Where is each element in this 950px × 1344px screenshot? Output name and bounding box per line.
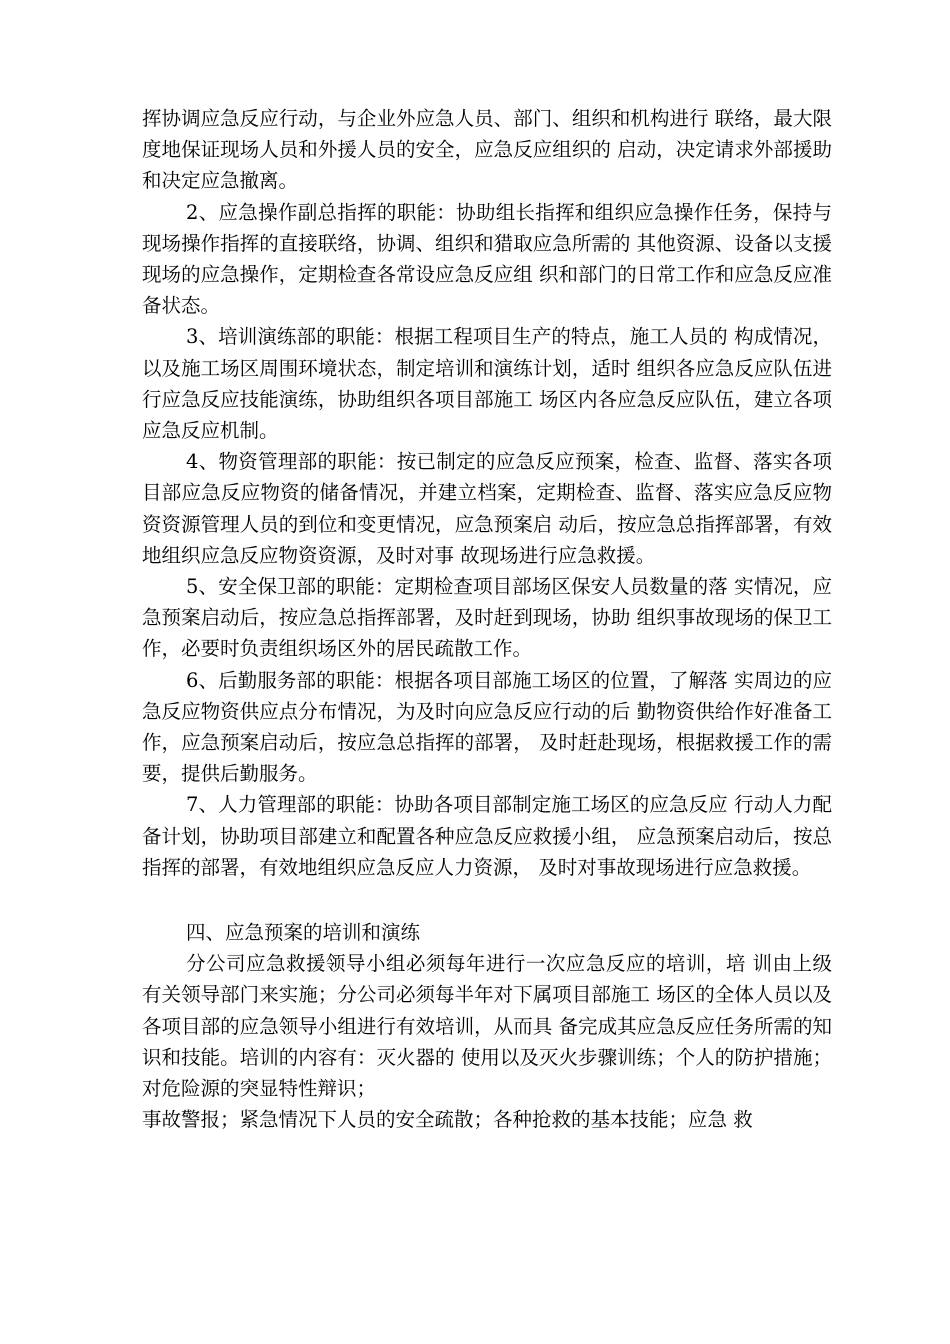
paragraph-training-content-continued: 事故警报；紧急情况下人员的安全疏散；各种抢救的基本技能；应急 救: [142, 1108, 753, 1132]
paragraph-continuation: 挥协调应急反应行动，与企业外应急人员、部门、组织和机构进行 联络，最大限度地保证现场人员和外援人员的安全，应急反应组织的 启动，决定请求外部援助和决定应急撤离。: [142, 107, 832, 193]
paragraph-training-department-duties: 3、培训演练部的职能：根据工程项目生产的特点，施工人员的 构成情况，以及施工场区周围环境状态，制定培训和演练计划，适时 组织各应急反应队伍进行应急反应技能演练，协助组织各项目部施工 场区内各应急反应队伍，建立各项应急反应机制。: [142, 325, 832, 443]
document-body: [142, 103, 832, 1136]
paragraph-deputy-commander-duties: 2、应急操作副总指挥的职能：协助组长指挥和组织应急操作任务，保持与现场操作指挥的直接联络，协调、组织和猎取应急所需的 其他资源、设备以支援现场的应急操作，定期检查各常设应急反应组 织和部门的日常工作和应急反应准备状态。: [142, 200, 832, 318]
paragraph-logistics-department-duties: 6、后勤服务部的职能：根据各项目部施工场区的位置，了解落 实周边的应急反应物资供应点分布情况，为及时向应急反应行动的后 勤物资供给作好准备工作，应急预案启动后，按应急总指挥的部署， 及时赶赴现场，根据救援工作的需要，提供后勤服务。: [142, 668, 832, 786]
paragraph-hr-department-duties: 7、人力管理部的职能：协助各项目部制定施工场区的应急反应 行动人力配备计划，协助项目部建立和配置各种应急反应救援小组， 应急预案启动后，按总指挥的部署，有效地组织应急反应人力资源， 及时对事故现场进行应急救援。: [142, 793, 832, 879]
paragraph-security-department-duties: 5、安全保卫部的职能：定期检查项目部场区保安人员数量的落 实情况，应急预案启动后，按应急总指挥部署，及时赶到现场，协助 组织事故现场的保卫工作，必要时负责组织场区外的居民疏散工作。: [142, 575, 832, 661]
paragraph-training-content: 分公司应急救援领导小组必须每年进行一次应急反应的培训，培 训由上级有关领导部门来实施；分公司必须每半年对下属项目部施工 场区的全体人员以及各项目部的应急领导小组进行有效培训，从而具 备完成其应急反应任务所需的知识和技能。培训的内容有：灭火器的 使用以及灭火步骤训练；个人的防护措施；对危险源的突显特性辩识；: [142, 952, 832, 1101]
section-heading: 四、应急预案的培训和演练: [186, 921, 421, 945]
paragraph-materials-department-duties: 4、物资管理部的职能：按已制定的应急反应预案，检查、监督、落实各项目部应急反应物资的储备情况，并建立档案，定期检查、监督、落实应急反应物资资源管理人员的到位和变更情况，应急预案启 动后，按应急总指挥部署，有效地组织应急反应物资资源，及时对事 故现场进行应急救援。: [142, 450, 832, 567]
